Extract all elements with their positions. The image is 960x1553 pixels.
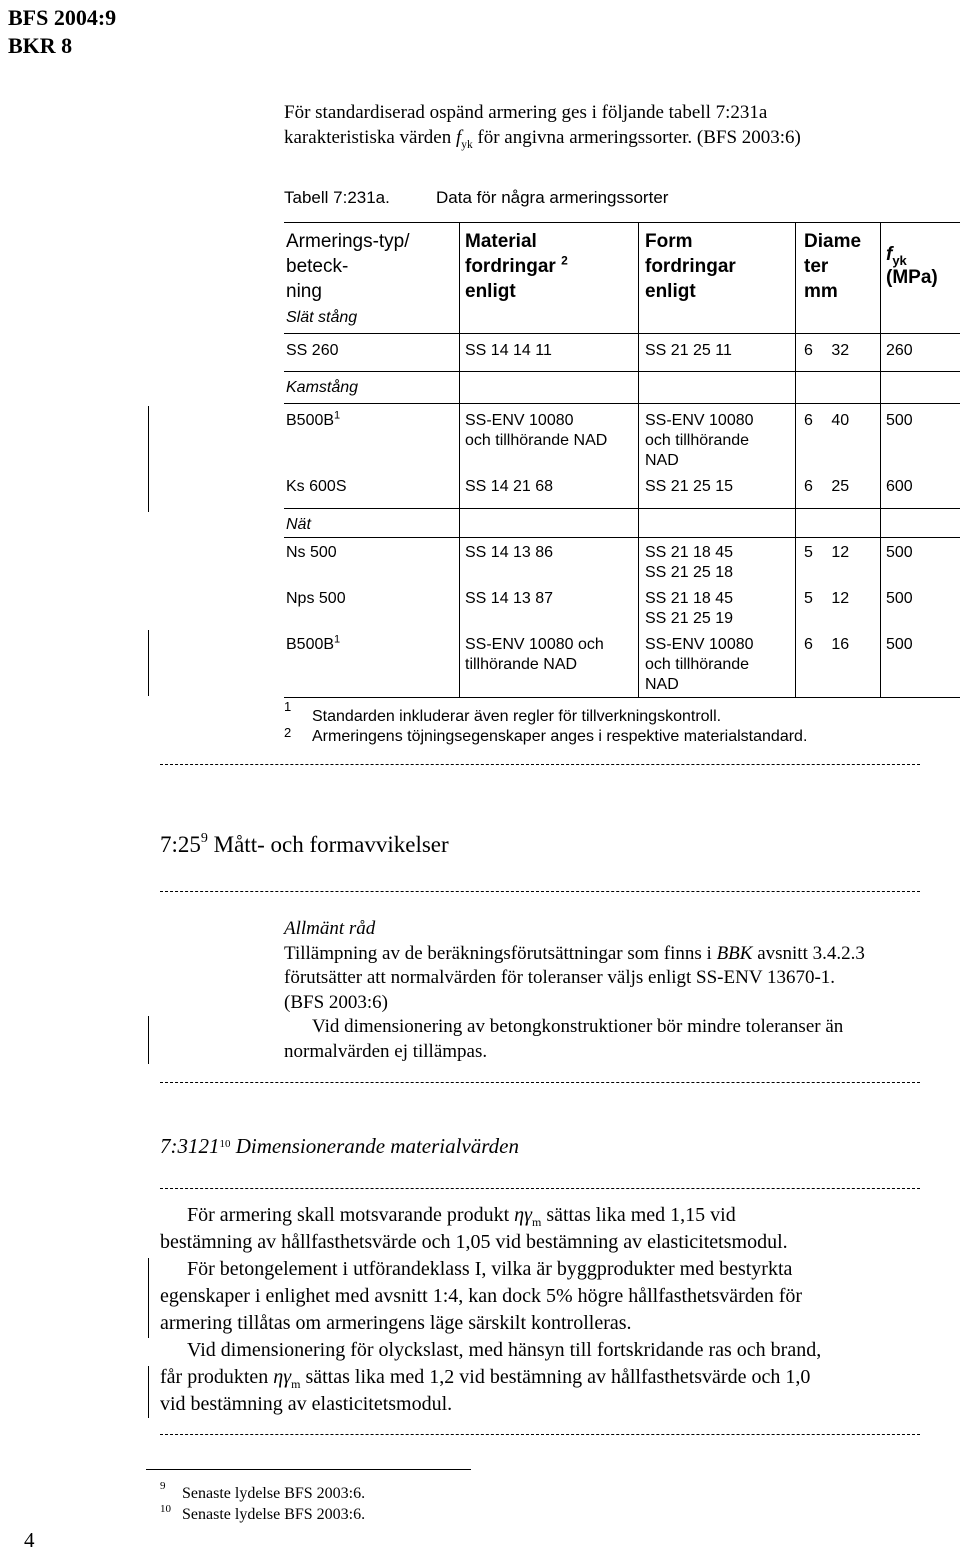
table-row-nps500-material: SS 14 13 87 <box>465 590 554 607</box>
change-bar <box>148 406 149 512</box>
header-bkr: BKR 8 <box>8 33 73 58</box>
table-row-ns500-diameter: 5 12 <box>804 544 850 561</box>
table-caption <box>284 188 669 208</box>
change-bar <box>148 1366 149 1418</box>
table-row-nps500-diameter: 5 12 <box>804 590 850 607</box>
group-slat-stang: Slät stång <box>286 309 358 326</box>
table-rule <box>284 333 960 334</box>
change-bar <box>148 1258 149 1338</box>
table-row-ks600s-type: Ks 600S <box>286 478 347 495</box>
table-row-b500b-diameter: 6 40 <box>804 412 850 429</box>
table-row-ss260-fyk: 260 <box>886 342 913 359</box>
header-diameter: Diame ter mm <box>804 231 862 302</box>
table-row-b500b-nat-type: $B500B^1$ <box>286 633 341 653</box>
table-row-ks600s-form: SS 21 25 15 <box>645 478 734 495</box>
dashed-separator <box>160 1082 920 1083</box>
table-row-b500b-form: SS-ENV 10080 och tillhörande NAD <box>645 412 754 469</box>
intro-line1: För standardiserad ospänd armering ges i följande tabell 7:231a <box>284 102 768 123</box>
intro-paragraph <box>284 100 801 150</box>
table-row-b500b-nat-material: SS-ENV 10080 och tillhörande NAD <box>465 636 604 673</box>
table-row-ks600s-material: SS 14 21 68 <box>465 478 554 495</box>
table-rule <box>284 403 960 404</box>
header-material: Material fordringar $^2$ enligt <box>465 231 568 302</box>
table-row-ss260-diameter: 6 32 <box>804 342 850 359</box>
table-top-rule <box>284 222 960 223</box>
header-form: Form fordringar enligt <box>645 231 736 302</box>
table-row-b500b-material: SS-ENV 10080 och tillhörande NAD <box>465 412 608 449</box>
table-row-b500b-nat-fyk: 500 <box>886 636 913 653</box>
header-fyk: $f_{yk}$ (MPa) <box>886 244 938 288</box>
table-row-b500b-nat-form: SS-ENV 10080 och tillhörande NAD <box>645 636 754 693</box>
table-row-nps500-fyk: 500 <box>886 590 913 607</box>
advice-label: Allmänt råd <box>284 918 376 939</box>
header-type: Armerings-typ/ beteck- ning <box>286 231 410 302</box>
dashed-separator <box>160 764 920 765</box>
intro-line2: karakteristiska värden $f_{yk}$ för angivna armeringssorter. (BFS 2003:6) <box>284 127 801 151</box>
header-bfs: BFS 2004:9 <box>8 5 117 30</box>
document-header <box>8 4 116 60</box>
table-row-ns500-form: SS 21 18 45 SS 21 25 18 <box>645 544 734 581</box>
table-col-divider-1 <box>459 222 460 698</box>
table-rule <box>284 508 960 509</box>
table-row-ss260-material: SS 14 14 11 <box>465 342 552 359</box>
table-row-ks600s-diameter: 6 25 <box>804 478 850 495</box>
footnote-rule <box>146 1469 471 1470</box>
section-725-advice: Allmänt råd Tillämpning av de beräkningsförutsättningar som finns i BBK avsnitt 3.4.2.3 förutsätter att normalvärden för toleranser väljs enligt SS-ENV 13670-1. (BFS 2003:6) Vid dimensionering av betongkonstruktioner bör mindre toleranser än normalvärden ej tillämpas. <box>284 918 865 1062</box>
dashed-separator <box>160 891 920 892</box>
dashed-separator <box>160 1434 920 1435</box>
table-rule <box>284 537 960 538</box>
table-col-divider-3 <box>795 222 796 698</box>
table-row-b500b-type: $B500B^1$ <box>286 409 341 429</box>
dashed-separator <box>160 1188 920 1189</box>
change-bar <box>148 1016 149 1064</box>
group-nat: Nät <box>286 516 311 533</box>
change-bar <box>148 630 149 696</box>
table-row-b500b-fyk: 500 <box>886 412 913 429</box>
page-number: 4 <box>24 1528 35 1552</box>
table-row-b500b-nat-diameter: 6 16 <box>804 636 850 653</box>
table-label: Tabell 7:231a. <box>284 188 390 207</box>
table-row-nps500-type: Nps 500 <box>286 590 346 607</box>
table-row-ss260-type: SS 260 <box>286 342 339 359</box>
table-row-ks600s-fyk: 600 <box>886 478 913 495</box>
section-73121-heading: 7:3121$^{10}$ Dimensionerande materialvärden <box>160 1134 520 1158</box>
group-kamstang: Kamstång <box>286 379 359 396</box>
table-title: Data för några armeringssorter <box>436 188 669 207</box>
table-row-ss260-form: SS 21 25 11 <box>645 342 732 359</box>
section-725-heading: $7:25^9$ Mått- och formavvikelser <box>160 831 449 857</box>
table-rule <box>284 371 960 372</box>
table-col-divider-2 <box>638 222 639 698</box>
table-bottom-rule <box>284 697 960 698</box>
table-row-ns500-material: SS 14 13 86 <box>465 544 554 561</box>
table-row-ns500-type: Ns 500 <box>286 544 337 561</box>
table-col-divider-4 <box>880 222 881 698</box>
section-73121-body: För armering skall motsvarande produkt $\eta\gamma_m$ sättas lika med 1,15 vid bestämning av hållfasthetsvärde och 1,05 vid bestämning av elasticitetsmodul. För betongelement i utförandeklass I, vilka är byggprodukter med bestyrkta egenskaper i enlighet med avsnitt 1:4, kan dock 5% högre hållfasthetsvärden för armering tillåtas om armeringens läge särskilt kontrolleras. Vid dimensionering för olyckslast, med hänsyn till fortskridande ras och brand, får produkten $\eta\gamma_m$ sättas lika med 1,2 vid bestämning av hållfasthetsvärde och 1,0 vid bestämning av elasticitetsmodul. <box>160 1204 822 1415</box>
table-row-nps500-form: SS 21 18 45 SS 21 25 19 <box>645 590 734 627</box>
table-row-ns500-fyk: 500 <box>886 544 913 561</box>
